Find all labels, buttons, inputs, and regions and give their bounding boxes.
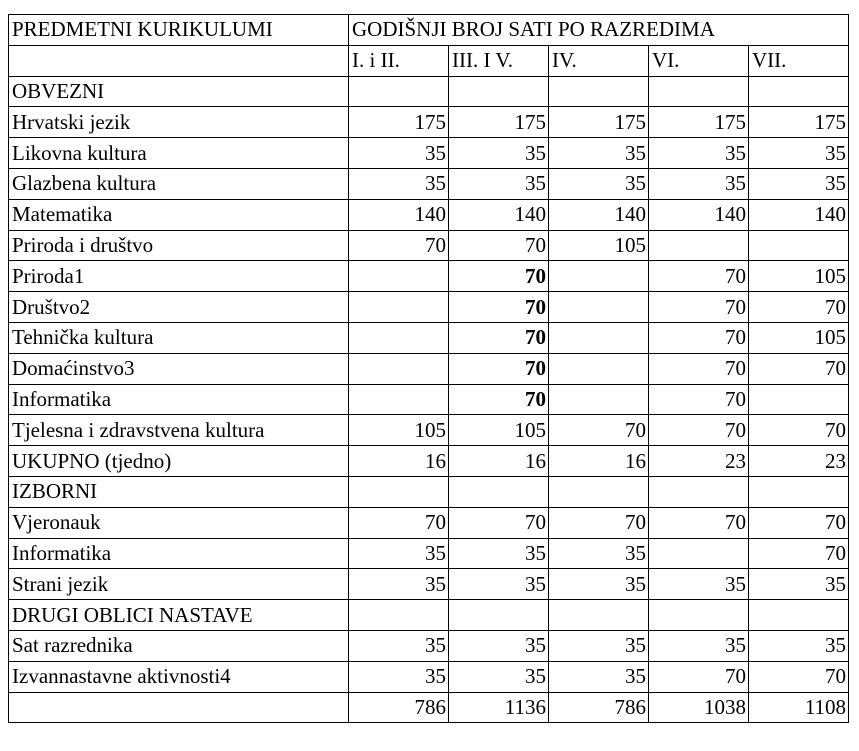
total-row [9, 692, 849, 723]
hours-cell: 70 [649, 292, 749, 323]
hours-cell [749, 476, 849, 507]
hours-cell: 23 [649, 446, 749, 477]
hours-cell: 70 [649, 415, 749, 446]
hours-cell [649, 476, 749, 507]
hours-cell: 140 [349, 199, 449, 230]
hours-cell: 70 [749, 538, 849, 569]
hours-cell: 35 [549, 538, 649, 569]
subject-label [9, 692, 349, 723]
table-row [9, 138, 849, 169]
hours-cell: 70 [749, 415, 849, 446]
subject-label: Informatika [9, 384, 349, 415]
hours-cell [749, 76, 849, 107]
hours-cell [549, 76, 649, 107]
subject-label: Informatika [9, 538, 349, 569]
hours-cell [549, 353, 649, 384]
hours-cell: 35 [349, 630, 449, 661]
hours-cell [349, 322, 449, 353]
hours-cell: 70 [749, 507, 849, 538]
section-row [9, 600, 849, 631]
grade-header: I. i II. [349, 45, 449, 76]
table-row [9, 507, 849, 538]
hours-cell: 35 [549, 569, 649, 600]
hours-cell: 35 [349, 138, 449, 169]
table-row [9, 446, 849, 477]
subject-column-header: PREDMETNI KURIKULUMI [9, 15, 349, 46]
hours-cell: 175 [749, 107, 849, 138]
subject-label: Sat razrednika [9, 630, 349, 661]
hours-cell [349, 353, 449, 384]
hours-cell: 70 [449, 384, 549, 415]
hours-cell: 35 [749, 138, 849, 169]
hours-cell: 35 [549, 168, 649, 199]
hours-cell: 175 [549, 107, 649, 138]
grades-row [9, 45, 849, 76]
table-row [9, 630, 849, 661]
hours-cell: 140 [749, 199, 849, 230]
hours-cell: 70 [449, 507, 549, 538]
hours-cell: 35 [449, 168, 549, 199]
subject-label: Vjeronauk [9, 507, 349, 538]
hours-cell: 105 [749, 322, 849, 353]
hours-cell [449, 476, 549, 507]
hours-cell [649, 230, 749, 261]
hours-cell: 35 [549, 661, 649, 692]
section-row [9, 476, 849, 507]
hours-cell [549, 476, 649, 507]
hours-cell: 35 [349, 661, 449, 692]
hours-cell: 35 [449, 630, 549, 661]
hours-cell: 35 [449, 661, 549, 692]
subject-label: Strani jezik [9, 569, 349, 600]
header-row [9, 15, 849, 46]
hours-cell: 140 [549, 199, 649, 230]
subject-label: Tehnička kultura [9, 322, 349, 353]
table-row [9, 168, 849, 199]
subject-label: Tjelesna i zdravstvena kultura [9, 415, 349, 446]
hours-cell [749, 384, 849, 415]
hours-cell: 35 [449, 138, 549, 169]
hours-cell [649, 76, 749, 107]
subject-label: Priroda1 [9, 261, 349, 292]
hours-cell: 70 [549, 415, 649, 446]
table-row [9, 661, 849, 692]
table-row [9, 199, 849, 230]
subject-label: Glazbena kultura [9, 168, 349, 199]
section-label: DRUGI OBLICI NASTAVE [9, 600, 349, 631]
hours-cell [749, 230, 849, 261]
hours-cell: 16 [549, 446, 649, 477]
hours-cell [549, 384, 649, 415]
hours-cell: 70 [449, 230, 549, 261]
hours-cell: 70 [349, 230, 449, 261]
hours-cell: 70 [749, 292, 849, 323]
hours-cell: 175 [649, 107, 749, 138]
table-row [9, 322, 849, 353]
subject-label: Društvo2 [9, 292, 349, 323]
hours-cell: 105 [749, 261, 849, 292]
hours-cell: 70 [449, 292, 549, 323]
hours-cell [349, 600, 449, 631]
hours-cell: 35 [649, 168, 749, 199]
hours-cell: 105 [549, 230, 649, 261]
hours-cell: 70 [649, 261, 749, 292]
hours-cell: 70 [649, 661, 749, 692]
hours-cell: 35 [549, 138, 649, 169]
section-label: IZBORNI [9, 476, 349, 507]
table-row [9, 261, 849, 292]
subject-label: Matematika [9, 199, 349, 230]
grade-header: III. I V. [449, 45, 549, 76]
hours-cell: 70 [649, 384, 749, 415]
table-row [9, 384, 849, 415]
hours-cell: 35 [649, 630, 749, 661]
hours-cell [549, 322, 649, 353]
hours-cell: 70 [449, 353, 549, 384]
hours-cell: 175 [349, 107, 449, 138]
table-row [9, 230, 849, 261]
hours-cell: 140 [649, 199, 749, 230]
table-row [9, 353, 849, 384]
hours-cell: 35 [349, 168, 449, 199]
hours-cell [349, 292, 449, 323]
subject-label: Domaćinstvo3 [9, 353, 349, 384]
hours-cell: 35 [649, 569, 749, 600]
hours-cell [749, 600, 849, 631]
grade-header: VII. [749, 45, 849, 76]
hours-cell: 35 [749, 569, 849, 600]
grade-header: VI. [649, 45, 749, 76]
hours-cell: 35 [349, 569, 449, 600]
hours-cell: 23 [749, 446, 849, 477]
hours-cell: 35 [749, 168, 849, 199]
hours-cell [549, 261, 649, 292]
subject-label: Likovna kultura [9, 138, 349, 169]
table-row [9, 569, 849, 600]
hours-cell: 70 [749, 353, 849, 384]
hours-cell: 1108 [749, 692, 849, 723]
hours-cell: 70 [349, 507, 449, 538]
hours-cell: 70 [649, 507, 749, 538]
hours-cell [649, 600, 749, 631]
hours-cell: 35 [349, 538, 449, 569]
hours-cell: 70 [749, 661, 849, 692]
hours-cell: 1038 [649, 692, 749, 723]
table-row [9, 292, 849, 323]
hours-cell: 175 [449, 107, 549, 138]
grade-header: IV. [549, 45, 649, 76]
hours-cell: 105 [349, 415, 449, 446]
hours-cell: 786 [549, 692, 649, 723]
hours-cell [349, 384, 449, 415]
hours-cell [349, 76, 449, 107]
subject-label: Priroda i društvo [9, 230, 349, 261]
hours-cell: 786 [349, 692, 449, 723]
hours-cell: 35 [649, 138, 749, 169]
curriculum-table [8, 14, 849, 723]
hours-cell: 70 [649, 322, 749, 353]
subject-label: UKUPNO (tjedno) [9, 446, 349, 477]
hours-cell: 35 [449, 538, 549, 569]
hours-cell [349, 476, 449, 507]
hours-cell: 70 [649, 353, 749, 384]
hours-cell: 35 [749, 630, 849, 661]
hours-cell: 70 [449, 261, 549, 292]
empty-cell [9, 45, 349, 76]
hours-cell [549, 600, 649, 631]
section-row [9, 76, 849, 107]
hours-cell [349, 261, 449, 292]
hours-cell [649, 538, 749, 569]
hours-cell: 70 [549, 507, 649, 538]
hours-cell: 140 [449, 199, 549, 230]
section-label: OBVEZNI [9, 76, 349, 107]
subject-label: Izvannastavne aktivnosti4 [9, 661, 349, 692]
table-row [9, 538, 849, 569]
hours-cell: 35 [549, 630, 649, 661]
hours-cell: 16 [349, 446, 449, 477]
hours-column-header: GODIŠNJI BROJ SATI PO RAZREDIMA [349, 15, 849, 46]
hours-cell [449, 76, 549, 107]
hours-cell [449, 600, 549, 631]
table-row [9, 415, 849, 446]
hours-cell: 16 [449, 446, 549, 477]
table-row [9, 107, 849, 138]
hours-cell: 70 [449, 322, 549, 353]
hours-cell: 1136 [449, 692, 549, 723]
subject-label: Hrvatski jezik [9, 107, 349, 138]
hours-cell [549, 292, 649, 323]
hours-cell: 105 [449, 415, 549, 446]
hours-cell: 35 [449, 569, 549, 600]
